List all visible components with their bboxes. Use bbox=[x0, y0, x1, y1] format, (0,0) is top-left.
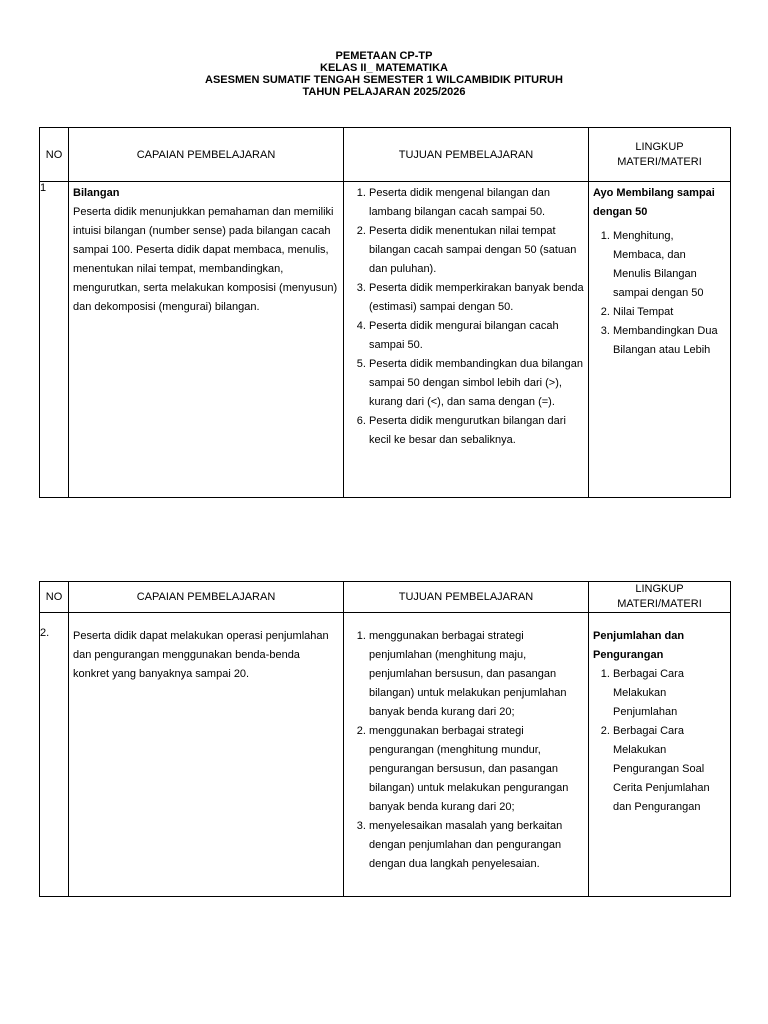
table-row bbox=[40, 182, 731, 498]
capaian-cell bbox=[69, 613, 344, 897]
document-title bbox=[0, 50, 768, 98]
capaian-text: Peserta didik dapat melakukan operasi penjumlahan dan pengurangan menggunakan benda-benda konkret yang banyaknya sampai 20. bbox=[73, 630, 329, 680]
header-tujuan: TUJUAN PEMBELAJARAN bbox=[344, 128, 589, 182]
list-item: 1. Peserta didik mengenal bilangan dan lambang bilangan cacah sampai 50. bbox=[369, 184, 584, 222]
capaian-text: Peserta didik menunjukkan pemahaman dan memiliki intuisi bilangan (number sense) pada bilangan cacah sampai 100. Peserta didik dapat membaca, menulis, menentukan nilai tempat, membandingkan, mengurutkan, serta melakukan komposisi (menyusun) dan dekomposisi (mengurai) bilangan. bbox=[73, 206, 338, 313]
list-item: 3. Membandingkan Dua Bilangan atau Lebih bbox=[613, 322, 726, 360]
lingkup-list bbox=[593, 665, 713, 817]
title-line-2: KELAS II_ MATEMATIKA bbox=[320, 62, 448, 74]
cp-tp-table-1 bbox=[39, 127, 731, 498]
table-header-row bbox=[40, 128, 731, 182]
list-item: 6. Peserta didik mengurutkan bilangan dari kecil ke besar dan sebaliknya. bbox=[369, 412, 584, 450]
list-item: 1. Berbagai Cara Melakukan Penjumlahan bbox=[613, 665, 713, 722]
tujuan-list bbox=[348, 184, 584, 450]
list-item: 3. menyelesaikan masalah yang berkaitan dengan penjumlahan dan pengurangan dengan dua langkah penyelesaian. bbox=[369, 817, 584, 874]
capaian-cell bbox=[69, 182, 344, 498]
header-lingkup: LINGKUP MATERI/MATERI bbox=[589, 582, 731, 613]
capaian-title: Bilangan bbox=[73, 187, 120, 199]
header-tujuan: TUJUAN PEMBELAJARAN bbox=[344, 582, 589, 613]
header-capaian: CAPAIAN PEMBELAJARAN bbox=[69, 128, 344, 182]
list-item: 1. menggunakan berbagai strategi penjumlahan (menghitung maju, penjumlahan bersusun, dan pasangan bilangan) untuk melakukan penjumlahan banyak benda kurang dari 20; bbox=[369, 627, 584, 722]
header-lingkup: LINGKUP MATERI/MATERI bbox=[589, 128, 731, 182]
table-row bbox=[40, 613, 731, 897]
title-line-1: PEMETAAN CP-TP bbox=[335, 50, 433, 62]
lingkup-cell bbox=[589, 613, 731, 897]
title-line-3: ASESMEN SUMATIF TENGAH SEMESTER 1 WILCAMBIDIK PITURUH bbox=[205, 74, 563, 86]
lingkup-list bbox=[593, 227, 726, 360]
table-header-row bbox=[40, 582, 731, 613]
row-number: 1 bbox=[40, 182, 69, 498]
list-item: 4. Peserta didik mengurai bilangan cacah sampai 50. bbox=[369, 317, 584, 355]
lingkup-cell bbox=[589, 182, 731, 498]
list-item: 5. Peserta didik membandingkan dua bilangan sampai 50 dengan simbol lebih dari (>), kurang dari (<), dan sama dengan (=). bbox=[369, 355, 584, 412]
tujuan-list bbox=[348, 627, 584, 874]
list-item: 2. Nilai Tempat bbox=[613, 303, 726, 322]
header-no: NO bbox=[40, 582, 69, 613]
cp-tp-table-2 bbox=[39, 581, 731, 897]
list-item: 2. Berbagai Cara Melakukan Pengurangan Soal Cerita Penjumlahan dan Pengurangan bbox=[613, 722, 713, 817]
list-item: 3. Peserta didik memperkirakan banyak benda (estimasi) sampai dengan 50. bbox=[369, 279, 584, 317]
lingkup-title: Penjumlahan dan Pengurangan bbox=[593, 630, 685, 661]
list-item: 2. Peserta didik menentukan nilai tempat bilangan cacah sampai dengan 50 (satuan dan puluhan). bbox=[369, 222, 584, 279]
tujuan-cell bbox=[344, 613, 589, 897]
row-number: 2. bbox=[40, 613, 69, 897]
tujuan-cell bbox=[344, 182, 589, 498]
list-item: 2. menggunakan berbagai strategi pengurangan (menghitung mundur, pengurangan bersusun, dan pasangan bilangan) untuk melakukan pengurangan banyak benda kurang dari 20; bbox=[369, 722, 584, 817]
lingkup-title: Ayo Membilang sampai dengan 50 bbox=[593, 187, 715, 218]
list-item: 1. Menghitung, Membaca, dan Menulis Bilangan sampai dengan 50 bbox=[613, 227, 726, 303]
header-no: NO bbox=[40, 128, 69, 182]
header-capaian: CAPAIAN PEMBELAJARAN bbox=[69, 582, 344, 613]
title-line-4: TAHUN PELAJARAN 2025/2026 bbox=[302, 86, 466, 98]
